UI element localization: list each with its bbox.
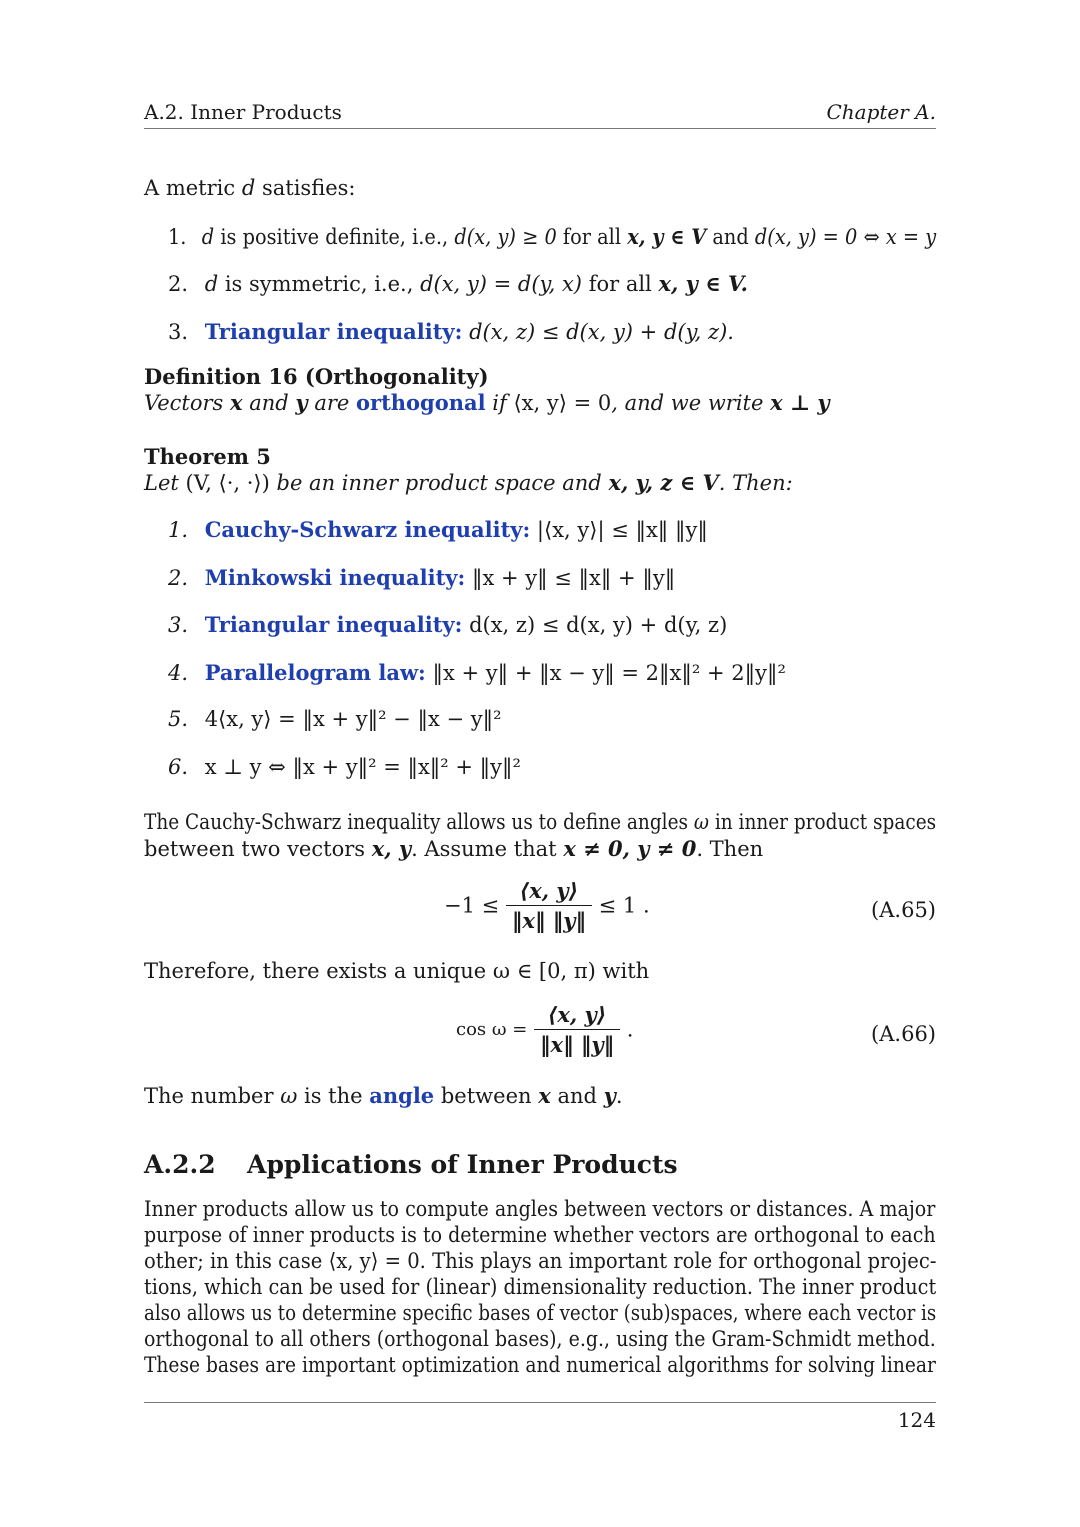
term-triangular-inequality-2: Triangular inequality: xyxy=(204,612,463,637)
body-line: Inner products allow us to compute angles between vectors or distances. A major xyxy=(144,1197,936,1221)
term-minkowski: Minkowski inequality: xyxy=(204,565,466,590)
header-chapter: Chapter A. xyxy=(826,100,936,124)
body-line: orthogonal to all others (orthogonal bases), e.g., using the Gram-Schmidt method. xyxy=(144,1327,936,1351)
cs-paragraph-line-2: between two vectors x, y. Assume that x ≠ 0, y ≠ 0. Then xyxy=(144,836,764,861)
term-angle: angle xyxy=(369,1083,435,1108)
fraction: $\frac{⟨x, y⟩}{‖x‖ ‖y‖}$ xyxy=(506,878,592,933)
definition-body: Vectors x and y are orthogonal if ⟨x, y⟩ = 0, and we write x ⊥ y xyxy=(144,390,830,415)
theorem-item-1: 1. Cauchy-Schwarz inequality: |⟨x, y⟩| ≤ ‖x‖ ‖y‖ xyxy=(168,517,708,542)
footer-rule xyxy=(144,1402,936,1403)
section-heading xyxy=(144,1150,678,1179)
equation-a66: cos ω = $\frac{⟨x, y⟩}{‖x‖ ‖y‖}$ . xyxy=(456,1002,634,1057)
angle-line: The number ω is the angle between x and y. xyxy=(144,1083,623,1108)
fraction: $\frac{⟨x, y⟩}{‖x‖ ‖y‖}$ xyxy=(534,1002,620,1057)
header-section: A.2. Inner Products xyxy=(144,100,342,124)
theorem-item-6: 6. x ⊥ y ⇔ ‖x + y‖² = ‖x‖² + ‖y‖² xyxy=(168,755,521,779)
therefore-line: Therefore, there exists a unique ω ∈ [0, π) with xyxy=(144,959,650,983)
theorem-item-5: 5. 4⟨x, y⟩ = ‖x + y‖² − ‖x − y‖² xyxy=(168,707,502,731)
term-cauchy-schwarz: Cauchy-Schwarz inequality: xyxy=(204,517,531,542)
running-header xyxy=(144,100,936,129)
theorem-item-4: 4. Parallelogram law: ‖x + y‖ + ‖x − y‖ = 2‖x‖² + 2‖y‖² xyxy=(168,660,786,685)
cs-paragraph-line-1: The Cauchy-Schwarz inequality allows us to define angles ω in inner product spaces xyxy=(144,810,937,834)
theorem-item-2: 2. Minkowski inequality: ‖x + y‖ ≤ ‖x‖ + ‖y‖ xyxy=(168,565,676,590)
theorem-title: Theorem 5 xyxy=(144,444,271,469)
definition-title: Definition 16 (Orthogonality) xyxy=(144,364,489,389)
theorem-statement: Let (V, ⟨·, ·⟩) be an inner product space and x, y, z ∈ V. Then: xyxy=(144,470,793,495)
term-parallelogram-law: Parallelogram law: xyxy=(204,660,426,685)
body-line: also allows us to determine specific bases of vector (sub)spaces, where each vector is xyxy=(144,1301,937,1325)
metric-intro: A metric d satisfies: xyxy=(144,176,356,200)
page xyxy=(144,0,936,1527)
page-number: 124 xyxy=(897,1408,936,1432)
term-orthogonal: orthogonal xyxy=(356,390,486,415)
metric-item-2: 2. d is symmetric, i.e., d(x, y) = d(y, x) for all x, y ∈ V. xyxy=(168,271,748,296)
term-triangular-inequality: Triangular inequality: xyxy=(204,319,463,344)
body-line: purpose of inner products is to determine whether vectors are orthogonal to each xyxy=(144,1223,936,1247)
section-title: Applications of Inner Products xyxy=(247,1150,678,1179)
metric-item-1: 1. d is positive definite, i.e., d(x, y) ≥ 0 for all x, y ∈ V and d(x, y) = 0 ⇔ x = y xyxy=(168,224,937,249)
equation-number-a65: (A.65) xyxy=(871,898,936,922)
equation-number-a66: (A.66) xyxy=(871,1022,936,1046)
body-line: tions, which can be used for (linear) dimensionality reduction. The inner product xyxy=(144,1275,937,1299)
section-number: A.2.2 xyxy=(144,1150,216,1179)
body-line: other; in this case ⟨x, y⟩ = 0. This plays an important role for orthogonal projec- xyxy=(144,1249,937,1273)
theorem-item-3: 3. Triangular inequality: d(x, z) ≤ d(x, y) + d(y, z) xyxy=(168,612,728,637)
metric-item-3: 3. Triangular inequality: d(x, z) ≤ d(x, y) + d(y, z). xyxy=(168,319,734,344)
equation-a65: −1 ≤ $\frac{⟨x, y⟩}{‖x‖ ‖y‖}$ ≤ 1 . xyxy=(444,878,650,933)
body-line: These bases are important optimization and numerical algorithms for solving linear xyxy=(144,1353,936,1377)
